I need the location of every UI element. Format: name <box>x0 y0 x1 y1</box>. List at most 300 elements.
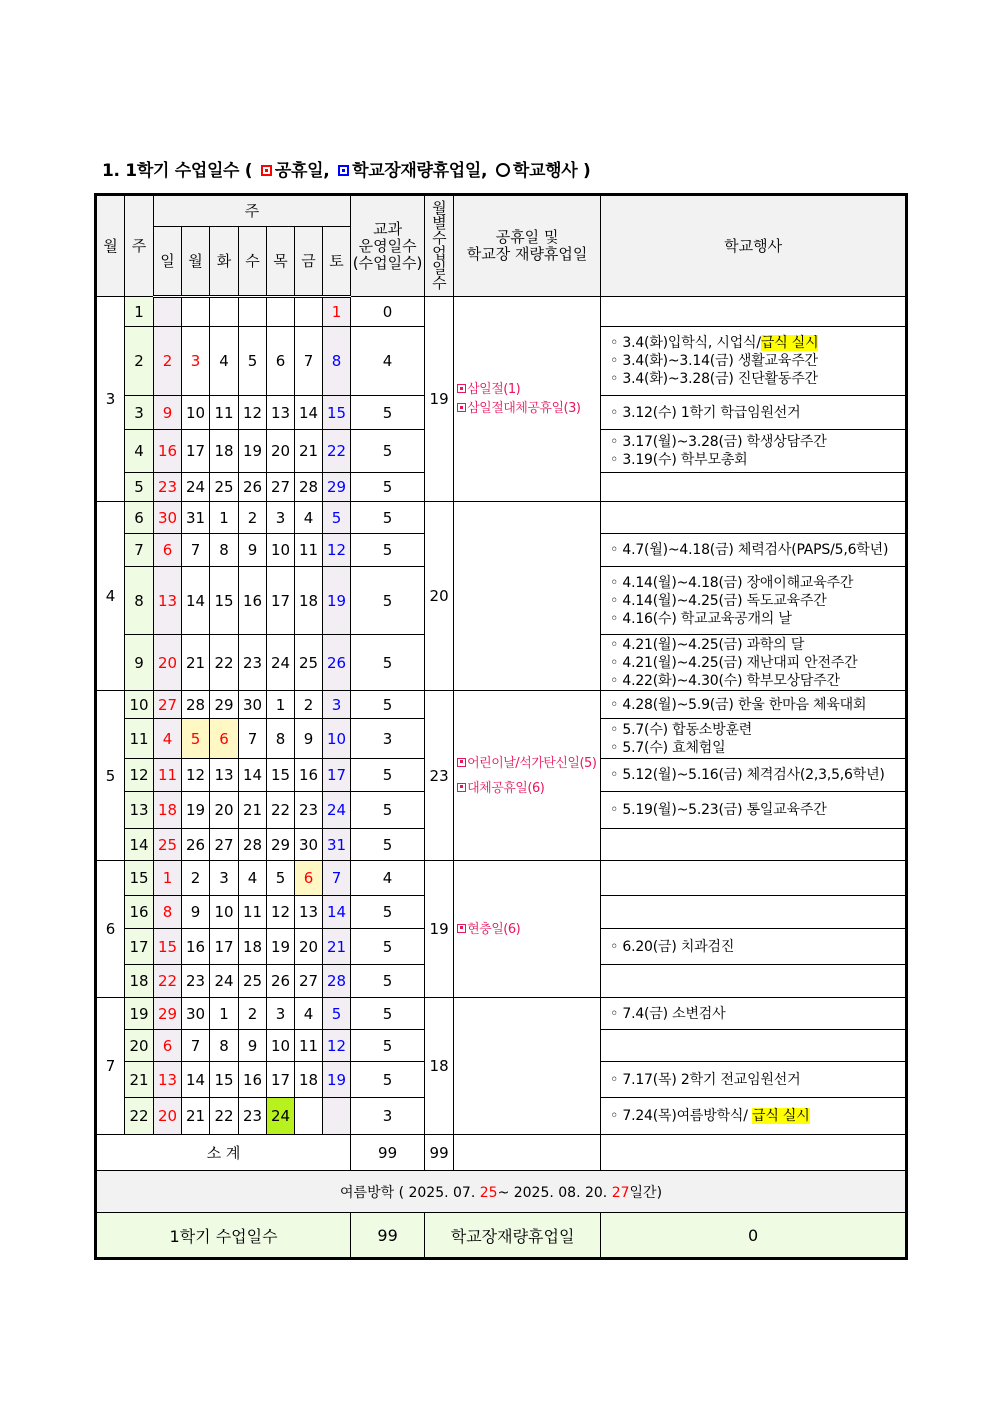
day-cell: 22 <box>323 430 351 473</box>
day-cell <box>239 297 267 327</box>
day-cell: 4 <box>295 502 323 534</box>
event-highlight-text: 급식 실시 <box>752 1108 810 1124</box>
bullet-icon: ◦ <box>610 721 623 738</box>
day-cell: 17 <box>267 567 295 635</box>
calendar-week-row <box>96 691 907 719</box>
bullet-icon: ◦ <box>610 371 623 387</box>
day-cell: 4 <box>154 719 182 759</box>
day-cell: 26 <box>267 965 295 998</box>
bullet-icon: ◦ <box>610 404 623 421</box>
event-item <box>610 610 905 628</box>
day-cell: 13 <box>295 896 323 929</box>
bullet-icon: ◦ <box>610 696 623 713</box>
day-cell: 24 <box>323 792 351 829</box>
operating-days-cell: 5 <box>351 1030 425 1062</box>
event-text: 3.17(월)~3.28(금) 학생상담주간 <box>622 434 827 450</box>
day-cell: 1 <box>154 861 182 896</box>
events-cell <box>601 719 907 759</box>
day-cell: 19 <box>323 1062 351 1098</box>
event-item <box>610 1107 905 1125</box>
holiday-item <box>457 399 600 418</box>
header-monthly-days-text: 월별수업일수 <box>432 199 447 292</box>
day-cell: 9 <box>182 896 210 929</box>
events-cell <box>601 1098 907 1135</box>
month-cell: 3 <box>96 297 125 502</box>
day-cell: 2 <box>182 861 210 896</box>
header-operating-days <box>351 195 425 297</box>
semester-days-value: 99 <box>351 1213 425 1259</box>
calendar-week-row <box>96 998 907 1030</box>
event-text: 4.16(수) 학교교육공개의 날 <box>622 610 792 627</box>
day-cell: 2 <box>295 691 323 719</box>
day-cell: 17 <box>182 430 210 473</box>
calendar-week-row <box>96 502 907 534</box>
day-cell: 16 <box>295 759 323 792</box>
operating-days-cell: 5 <box>351 829 425 861</box>
day-cell: 21 <box>295 430 323 473</box>
day-cell: 10 <box>267 534 295 567</box>
day-cell: 10 <box>182 396 210 430</box>
week-number-cell: 11 <box>125 719 154 759</box>
events-cell <box>601 430 907 473</box>
day-cell: 17 <box>323 759 351 792</box>
day-cell: 7 <box>239 719 267 759</box>
week-number-cell: 1 <box>125 297 154 327</box>
week-number-cell: 19 <box>125 998 154 1030</box>
event-text: 5.12(월)~5.16(금) 체격검사(2,3,5,6학년) <box>622 767 885 783</box>
events-cell <box>601 297 907 327</box>
day-cell: 3 <box>323 691 351 719</box>
event-text: 7.24(목)여름방학식/ <box>622 1108 752 1124</box>
holiday-item <box>457 779 600 798</box>
event-item <box>610 672 905 690</box>
day-cell: 14 <box>182 567 210 635</box>
events-cell <box>601 396 907 430</box>
day-cell: 17 <box>210 929 239 965</box>
bullet-icon: ◦ <box>610 574 623 591</box>
event-text: 3.4(화)~3.28(금) 진단활동주간 <box>622 371 818 387</box>
events-cell <box>601 473 907 502</box>
day-cell: 3 <box>267 998 295 1030</box>
day-cell: 10 <box>323 719 351 759</box>
week-number-cell: 2 <box>125 327 154 396</box>
week-number-cell: 7 <box>125 534 154 567</box>
bullet-icon: ◦ <box>610 672 623 689</box>
day-cell: 15 <box>154 929 182 965</box>
day-cell: 8 <box>267 719 295 759</box>
operating-days-cell: 5 <box>351 502 425 534</box>
day-cell: 30 <box>182 998 210 1030</box>
day-cell: 8 <box>323 327 351 396</box>
day-cell: 13 <box>154 1062 182 1098</box>
day-cell: 28 <box>323 965 351 998</box>
day-cell: 10 <box>267 1030 295 1062</box>
monthly-days-cell: 18 <box>425 998 454 1135</box>
header-week-group: 주 <box>154 195 351 227</box>
day-cell: 5 <box>323 502 351 534</box>
operating-days-cell: 5 <box>351 759 425 792</box>
day-cell: 30 <box>239 691 267 719</box>
holidays-cell <box>454 297 601 502</box>
day-cell: 9 <box>154 396 182 430</box>
event-item <box>610 404 905 422</box>
week-number-cell: 5 <box>125 473 154 502</box>
day-cell: 21 <box>182 635 210 691</box>
events-cell <box>601 792 907 829</box>
event-item <box>610 938 905 956</box>
events-cell <box>601 965 907 998</box>
event-text: 4.21(월)~4.25(금) 재난대피 안전주간 <box>622 654 858 671</box>
day-cell: 14 <box>182 1062 210 1098</box>
day-cell: 13 <box>267 396 295 430</box>
day-cell <box>323 1098 351 1135</box>
legend-public-holiday: 공휴일, <box>274 161 330 181</box>
day-cell: 13 <box>210 759 239 792</box>
operating-days-cell: 5 <box>351 929 425 965</box>
day-cell: 19 <box>323 567 351 635</box>
week-number-cell: 15 <box>125 861 154 896</box>
header-holidays-line2: 학교장 재량휴업일 <box>466 245 588 263</box>
holiday-text: 대체공휴일(6) <box>467 780 545 796</box>
day-cell: 12 <box>323 534 351 567</box>
day-cell: 16 <box>239 567 267 635</box>
event-item <box>610 433 905 451</box>
week-number-cell: 9 <box>125 635 154 691</box>
day-cell: 27 <box>267 473 295 502</box>
holiday-text: 현충일(6) <box>467 921 521 937</box>
event-text: 4.21(월)~4.25(금) 과학의 달 <box>622 636 805 653</box>
bullet-icon: ◦ <box>610 938 623 955</box>
summer-break-middle: ~ 2025. 08. 20. <box>497 1184 612 1201</box>
section-title <box>102 156 590 181</box>
header-holidays-line1: 공휴일 및 <box>495 228 559 246</box>
bullet-icon: ◦ <box>610 353 623 369</box>
week-number-cell: 6 <box>125 502 154 534</box>
day-cell: 6 <box>154 1030 182 1062</box>
day-cell: 24 <box>210 965 239 998</box>
monthly-days-cell: 19 <box>425 297 454 502</box>
day-cell: 30 <box>154 502 182 534</box>
day-cell: 4 <box>295 998 323 1030</box>
operating-days-cell: 5 <box>351 998 425 1030</box>
header-week: 주 <box>125 195 154 297</box>
day-cell: 18 <box>295 1062 323 1098</box>
day-cell: 3 <box>182 327 210 396</box>
bullet-icon: ◦ <box>610 452 623 468</box>
events-cell <box>601 1030 907 1062</box>
day-cell: 25 <box>239 965 267 998</box>
day-cell: 18 <box>295 567 323 635</box>
event-text: 3.4(화)~3.14(금) 생활교육주간 <box>622 353 818 369</box>
event-text: 3.19(수) 학부모총회 <box>622 452 748 468</box>
day-cell <box>154 297 182 327</box>
subtotal-holidays <box>454 1135 601 1171</box>
header-day-wed: 수 <box>239 227 267 297</box>
day-cell: 23 <box>154 473 182 502</box>
day-cell: 11 <box>295 534 323 567</box>
holidays-cell <box>454 691 601 861</box>
operating-days-cell: 5 <box>351 965 425 998</box>
title-suffix: ) <box>582 161 591 181</box>
subtotal-monthly-days: 99 <box>425 1135 454 1171</box>
holidays-cell <box>454 861 601 998</box>
summer-break-suffix: 일간) <box>629 1184 663 1201</box>
day-cell: 5 <box>323 998 351 1030</box>
holiday-text: 삼일절대체공휴일(3) <box>467 401 581 416</box>
day-cell: 21 <box>182 1098 210 1135</box>
day-cell: 15 <box>323 396 351 430</box>
day-cell: 20 <box>295 929 323 965</box>
day-cell: 20 <box>154 635 182 691</box>
monthly-days-cell: 23 <box>425 691 454 861</box>
bullet-icon: ◦ <box>610 767 623 783</box>
event-item <box>610 541 905 559</box>
event-text: 7.17(목) 2학기 전교임원선거 <box>622 1071 801 1088</box>
day-cell <box>182 297 210 327</box>
day-cell: 10 <box>210 896 239 929</box>
day-cell: 29 <box>323 473 351 502</box>
operating-days-cell: 5 <box>351 635 425 691</box>
header-day-sat: 토 <box>323 227 351 297</box>
operating-days-cell: 4 <box>351 327 425 396</box>
event-item <box>610 636 905 654</box>
day-cell: 11 <box>210 396 239 430</box>
bullet-icon: ◦ <box>610 434 623 450</box>
day-cell: 29 <box>154 998 182 1030</box>
legend-school-holiday: 학교장재량휴업일, <box>352 161 488 181</box>
day-cell: 19 <box>267 929 295 965</box>
event-item <box>610 370 905 388</box>
events-cell <box>601 896 907 929</box>
day-cell: 26 <box>182 829 210 861</box>
week-number-cell: 21 <box>125 1062 154 1098</box>
event-text: 6.20(금) 치과검진 <box>622 938 735 955</box>
week-number-cell: 4 <box>125 430 154 473</box>
header-day-thu: 목 <box>267 227 295 297</box>
day-cell: 23 <box>239 1098 267 1135</box>
event-text: 3.4(화)입학식, 시업식/ <box>622 335 761 351</box>
header-monthly-days <box>425 195 454 297</box>
public-holiday-icon <box>457 924 466 933</box>
event-item <box>610 352 905 370</box>
event-text: 5.7(수) 합동소방훈련 <box>622 721 753 738</box>
day-cell: 20 <box>154 1098 182 1135</box>
day-cell: 8 <box>210 1030 239 1062</box>
monthly-days-cell: 19 <box>425 861 454 998</box>
week-number-cell: 17 <box>125 929 154 965</box>
events-cell <box>601 567 907 635</box>
events-cell <box>601 327 907 396</box>
day-cell: 23 <box>295 792 323 829</box>
day-cell: 2 <box>239 502 267 534</box>
event-item <box>610 696 905 714</box>
day-cell: 24 <box>182 473 210 502</box>
week-number-cell: 12 <box>125 759 154 792</box>
day-cell: 1 <box>210 998 239 1030</box>
day-cell: 5 <box>239 327 267 396</box>
day-cell: 26 <box>239 473 267 502</box>
school-holiday-label: 학교장재량휴업일 <box>425 1213 601 1259</box>
day-cell: 18 <box>210 430 239 473</box>
day-cell: 15 <box>210 1062 239 1098</box>
summer-break <box>96 1171 907 1213</box>
day-cell: 2 <box>154 327 182 396</box>
event-text: 5.7(수) 효체험일 <box>622 739 726 756</box>
bullet-icon: ◦ <box>610 739 623 756</box>
day-cell: 21 <box>239 792 267 829</box>
events-cell <box>601 998 907 1030</box>
month-cell: 5 <box>96 691 125 861</box>
week-number-cell: 16 <box>125 896 154 929</box>
bullet-icon: ◦ <box>610 1108 623 1124</box>
day-cell: 9 <box>239 534 267 567</box>
header-day-tue: 화 <box>210 227 239 297</box>
operating-days-cell: 3 <box>351 719 425 759</box>
event-item <box>610 592 905 610</box>
event-text: 4.28(월)~5.9(금) 한울 한마음 체육대회 <box>622 696 867 713</box>
event-item <box>610 739 905 757</box>
day-cell: 11 <box>295 1030 323 1062</box>
day-cell: 29 <box>210 691 239 719</box>
day-cell: 4 <box>239 861 267 896</box>
event-text: 4.14(월)~4.25(금) 독도교육주간 <box>622 592 827 609</box>
public-holiday-icon <box>457 783 466 792</box>
day-cell: 9 <box>295 719 323 759</box>
bullet-icon: ◦ <box>610 802 623 818</box>
day-cell: 1 <box>267 691 295 719</box>
holidays-cell <box>454 998 601 1135</box>
events-cell <box>601 1062 907 1098</box>
week-number-cell: 8 <box>125 567 154 635</box>
week-number-cell: 3 <box>125 396 154 430</box>
header-day-sun: 일 <box>154 227 182 297</box>
day-cell: 3 <box>210 861 239 896</box>
day-cell: 19 <box>182 792 210 829</box>
day-cell: 22 <box>154 965 182 998</box>
day-cell: 11 <box>154 759 182 792</box>
day-cell <box>210 297 239 327</box>
event-legend-circle-icon <box>496 163 510 177</box>
day-cell: 30 <box>295 829 323 861</box>
day-cell <box>295 1098 323 1135</box>
operating-days-cell: 3 <box>351 1098 425 1135</box>
title-prefix: 1. 1학기 수업일수 ( <box>102 161 253 181</box>
day-cell: 14 <box>239 759 267 792</box>
event-text: 3.12(수) 1학기 학급임원선거 <box>622 404 801 421</box>
subtotal-operating-days: 99 <box>351 1135 425 1171</box>
day-cell: 14 <box>295 396 323 430</box>
day-cell: 13 <box>154 567 182 635</box>
month-cell: 6 <box>96 861 125 998</box>
operating-days-cell: 0 <box>351 297 425 327</box>
event-item <box>610 1005 905 1023</box>
public-holiday-icon <box>457 384 466 393</box>
day-cell: 25 <box>154 829 182 861</box>
day-cell <box>295 297 323 327</box>
day-cell: 5 <box>267 861 295 896</box>
events-cell <box>601 502 907 534</box>
events-cell <box>601 861 907 896</box>
holiday-text: 어린이날/석가탄신일(5) <box>467 755 597 771</box>
day-cell: 12 <box>267 896 295 929</box>
day-cell: 28 <box>182 691 210 719</box>
semester-calendar-table <box>94 193 908 1260</box>
header-operating-days-line3: (수업일수) <box>352 253 423 272</box>
bullet-icon: ◦ <box>610 1071 623 1088</box>
day-cell: 1 <box>323 297 351 327</box>
day-cell: 19 <box>239 430 267 473</box>
legend-event: 학교행사 <box>512 161 578 181</box>
month-cell: 4 <box>96 502 125 691</box>
operating-days-cell: 4 <box>351 861 425 896</box>
header-operating-days-line2: 운영일수 <box>358 236 417 255</box>
header-operating-days-line1: 교과 <box>373 219 403 238</box>
day-cell <box>267 297 295 327</box>
event-item <box>610 574 905 592</box>
day-cell: 31 <box>323 829 351 861</box>
day-cell: 11 <box>239 896 267 929</box>
day-cell: 16 <box>154 430 182 473</box>
public-holiday-icon <box>457 758 466 767</box>
event-text: 4.22(화)~4.30(수) 학부모상담주간 <box>622 672 840 689</box>
events-cell <box>601 691 907 719</box>
day-cell: 15 <box>267 759 295 792</box>
bullet-icon: ◦ <box>610 636 623 653</box>
day-cell: 12 <box>239 396 267 430</box>
day-cell: 17 <box>267 1062 295 1098</box>
operating-days-cell: 5 <box>351 792 425 829</box>
event-item <box>610 334 905 352</box>
operating-days-cell: 5 <box>351 567 425 635</box>
bullet-icon: ◦ <box>610 542 623 558</box>
holidays-cell <box>454 502 601 691</box>
event-text: 4.14(월)~4.18(금) 장애이해교육주간 <box>622 574 854 591</box>
event-item <box>610 654 905 672</box>
school-holiday-legend-icon <box>338 165 349 176</box>
events-cell <box>601 534 907 567</box>
bullet-icon: ◦ <box>610 1005 623 1022</box>
day-cell: 27 <box>295 965 323 998</box>
event-text: 4.7(월)~4.18(금) 체력검사(PAPS/5,6학년) <box>622 542 889 558</box>
header-holidays <box>454 195 601 297</box>
event-item <box>610 451 905 469</box>
day-cell: 22 <box>210 635 239 691</box>
semester-days-label: 1학기 수업일수 <box>96 1213 351 1259</box>
day-cell: 7 <box>182 534 210 567</box>
day-cell: 4 <box>210 327 239 396</box>
summer-break-start-day: 25 <box>479 1184 498 1201</box>
events-cell <box>601 635 907 691</box>
operating-days-cell: 5 <box>351 1062 425 1098</box>
day-cell: 16 <box>239 1062 267 1098</box>
holiday-item <box>457 380 600 399</box>
day-cell: 25 <box>295 635 323 691</box>
operating-days-cell: 5 <box>351 691 425 719</box>
header-day-mon: 월 <box>182 227 210 297</box>
day-cell: 8 <box>154 896 182 929</box>
day-cell: 12 <box>323 1030 351 1062</box>
subtotal-label: 소 계 <box>96 1135 351 1171</box>
day-cell: 21 <box>323 929 351 965</box>
event-text: 5.19(월)~5.23(금) 통일교육주간 <box>622 802 827 818</box>
summer-break-prefix: 여름방학 ( 2025. 07. <box>340 1184 480 1201</box>
day-cell: 18 <box>154 792 182 829</box>
bullet-icon: ◦ <box>610 592 623 609</box>
monthly-days-cell: 20 <box>425 502 454 691</box>
calendar-week-row <box>96 861 907 896</box>
header-month: 월 <box>96 195 125 297</box>
holiday-item <box>457 754 600 773</box>
